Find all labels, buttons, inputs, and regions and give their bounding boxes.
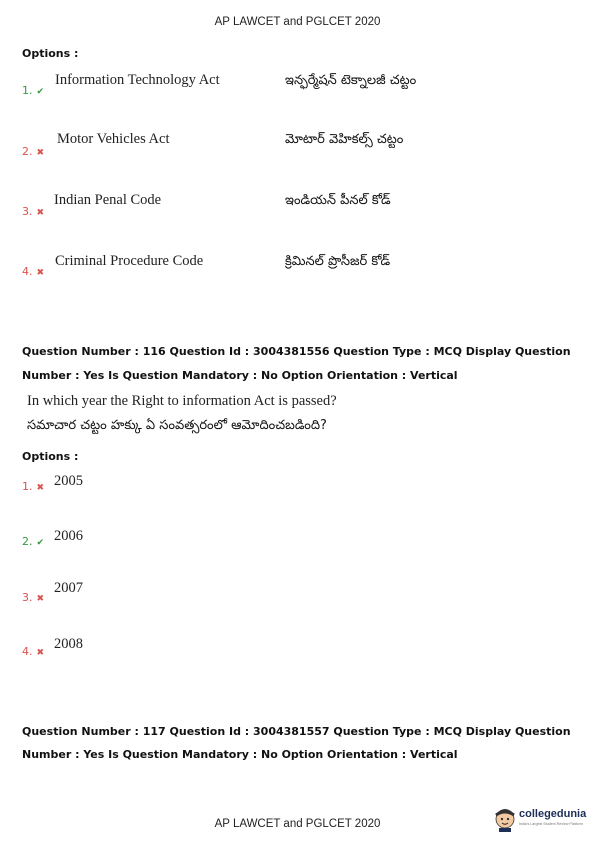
option-number: 4. — [22, 645, 33, 658]
logo-tagline: India's Largest Student Review Platform — [519, 822, 583, 826]
question-meta-line1: Question Number : 117 Question Id : 3004381557 Question Type : MCQ Display Question — [22, 725, 571, 738]
wrong-cross-icon: ✖ — [36, 208, 45, 218]
option-number: 4. — [22, 265, 33, 278]
wrong-cross-icon: ✖ — [36, 483, 45, 493]
option-text-te: ఇన్ఫర్మేషన్ టెక్నాలజీ చట్టం — [285, 73, 417, 88]
option-text-en: 2005 — [54, 473, 83, 489]
option-text-en: 2006 — [54, 528, 83, 544]
option-number: 2. — [22, 145, 33, 158]
option-text-en: Motor Vehicles Act — [57, 131, 170, 147]
page-header: AP LAWCET and PGLCET 2020 — [214, 16, 381, 28]
mascot-icon — [494, 806, 516, 832]
question-text-en: In which year the Right to information Act is passed? — [27, 393, 337, 409]
page-footer: AP LAWCET and PGLCET 2020 — [214, 818, 381, 830]
option-text-en: 2008 — [54, 636, 83, 652]
options-label: Options : — [22, 450, 79, 463]
wrong-cross-icon: ✖ — [36, 594, 45, 604]
option-number: 3. — [22, 591, 33, 604]
wrong-cross-icon: ✖ — [36, 148, 45, 158]
option-number: 2. — [22, 535, 33, 548]
option-text-te: క్రిమినల్ ప్రొసీజర్ కోడ్ — [285, 254, 391, 269]
option-number: 1. — [22, 84, 33, 97]
option-number: 1. — [22, 480, 33, 493]
correct-check-icon: ✔ — [36, 87, 45, 97]
logo-wordmark: collegedunia — [519, 808, 587, 820]
option-text-te: మోటార్ వెహికల్స్ చట్టం — [285, 132, 404, 147]
options-label: Options : — [22, 47, 79, 60]
question-text-te: సమాచార చట్టం హక్కు ఏ సంవత్సరంలో ఆమోదించబడింది? — [27, 418, 327, 433]
wrong-cross-icon: ✖ — [36, 268, 45, 278]
option-text-en: 2007 — [54, 580, 83, 596]
question-meta-line2: Number : Yes Is Question Mandatory : No Option Orientation : Vertical — [22, 748, 458, 761]
option-number: 3. — [22, 205, 33, 218]
option-text-te: ఇండియన్ పీనల్ కోడ్ — [285, 193, 391, 208]
collegedunia-logo — [492, 804, 590, 834]
option-text-en: Indian Penal Code — [54, 192, 162, 208]
correct-check-icon: ✔ — [36, 538, 45, 548]
wrong-cross-icon: ✖ — [36, 648, 45, 658]
question-meta-line1: Question Number : 116 Question Id : 3004381556 Question Type : MCQ Display Question — [22, 345, 571, 358]
option-text-en: Information Technology Act — [55, 72, 220, 88]
option-text-en: Criminal Procedure Code — [55, 253, 204, 269]
question-meta-line2: Number : Yes Is Question Mandatory : No Option Orientation : Vertical — [22, 369, 458, 382]
